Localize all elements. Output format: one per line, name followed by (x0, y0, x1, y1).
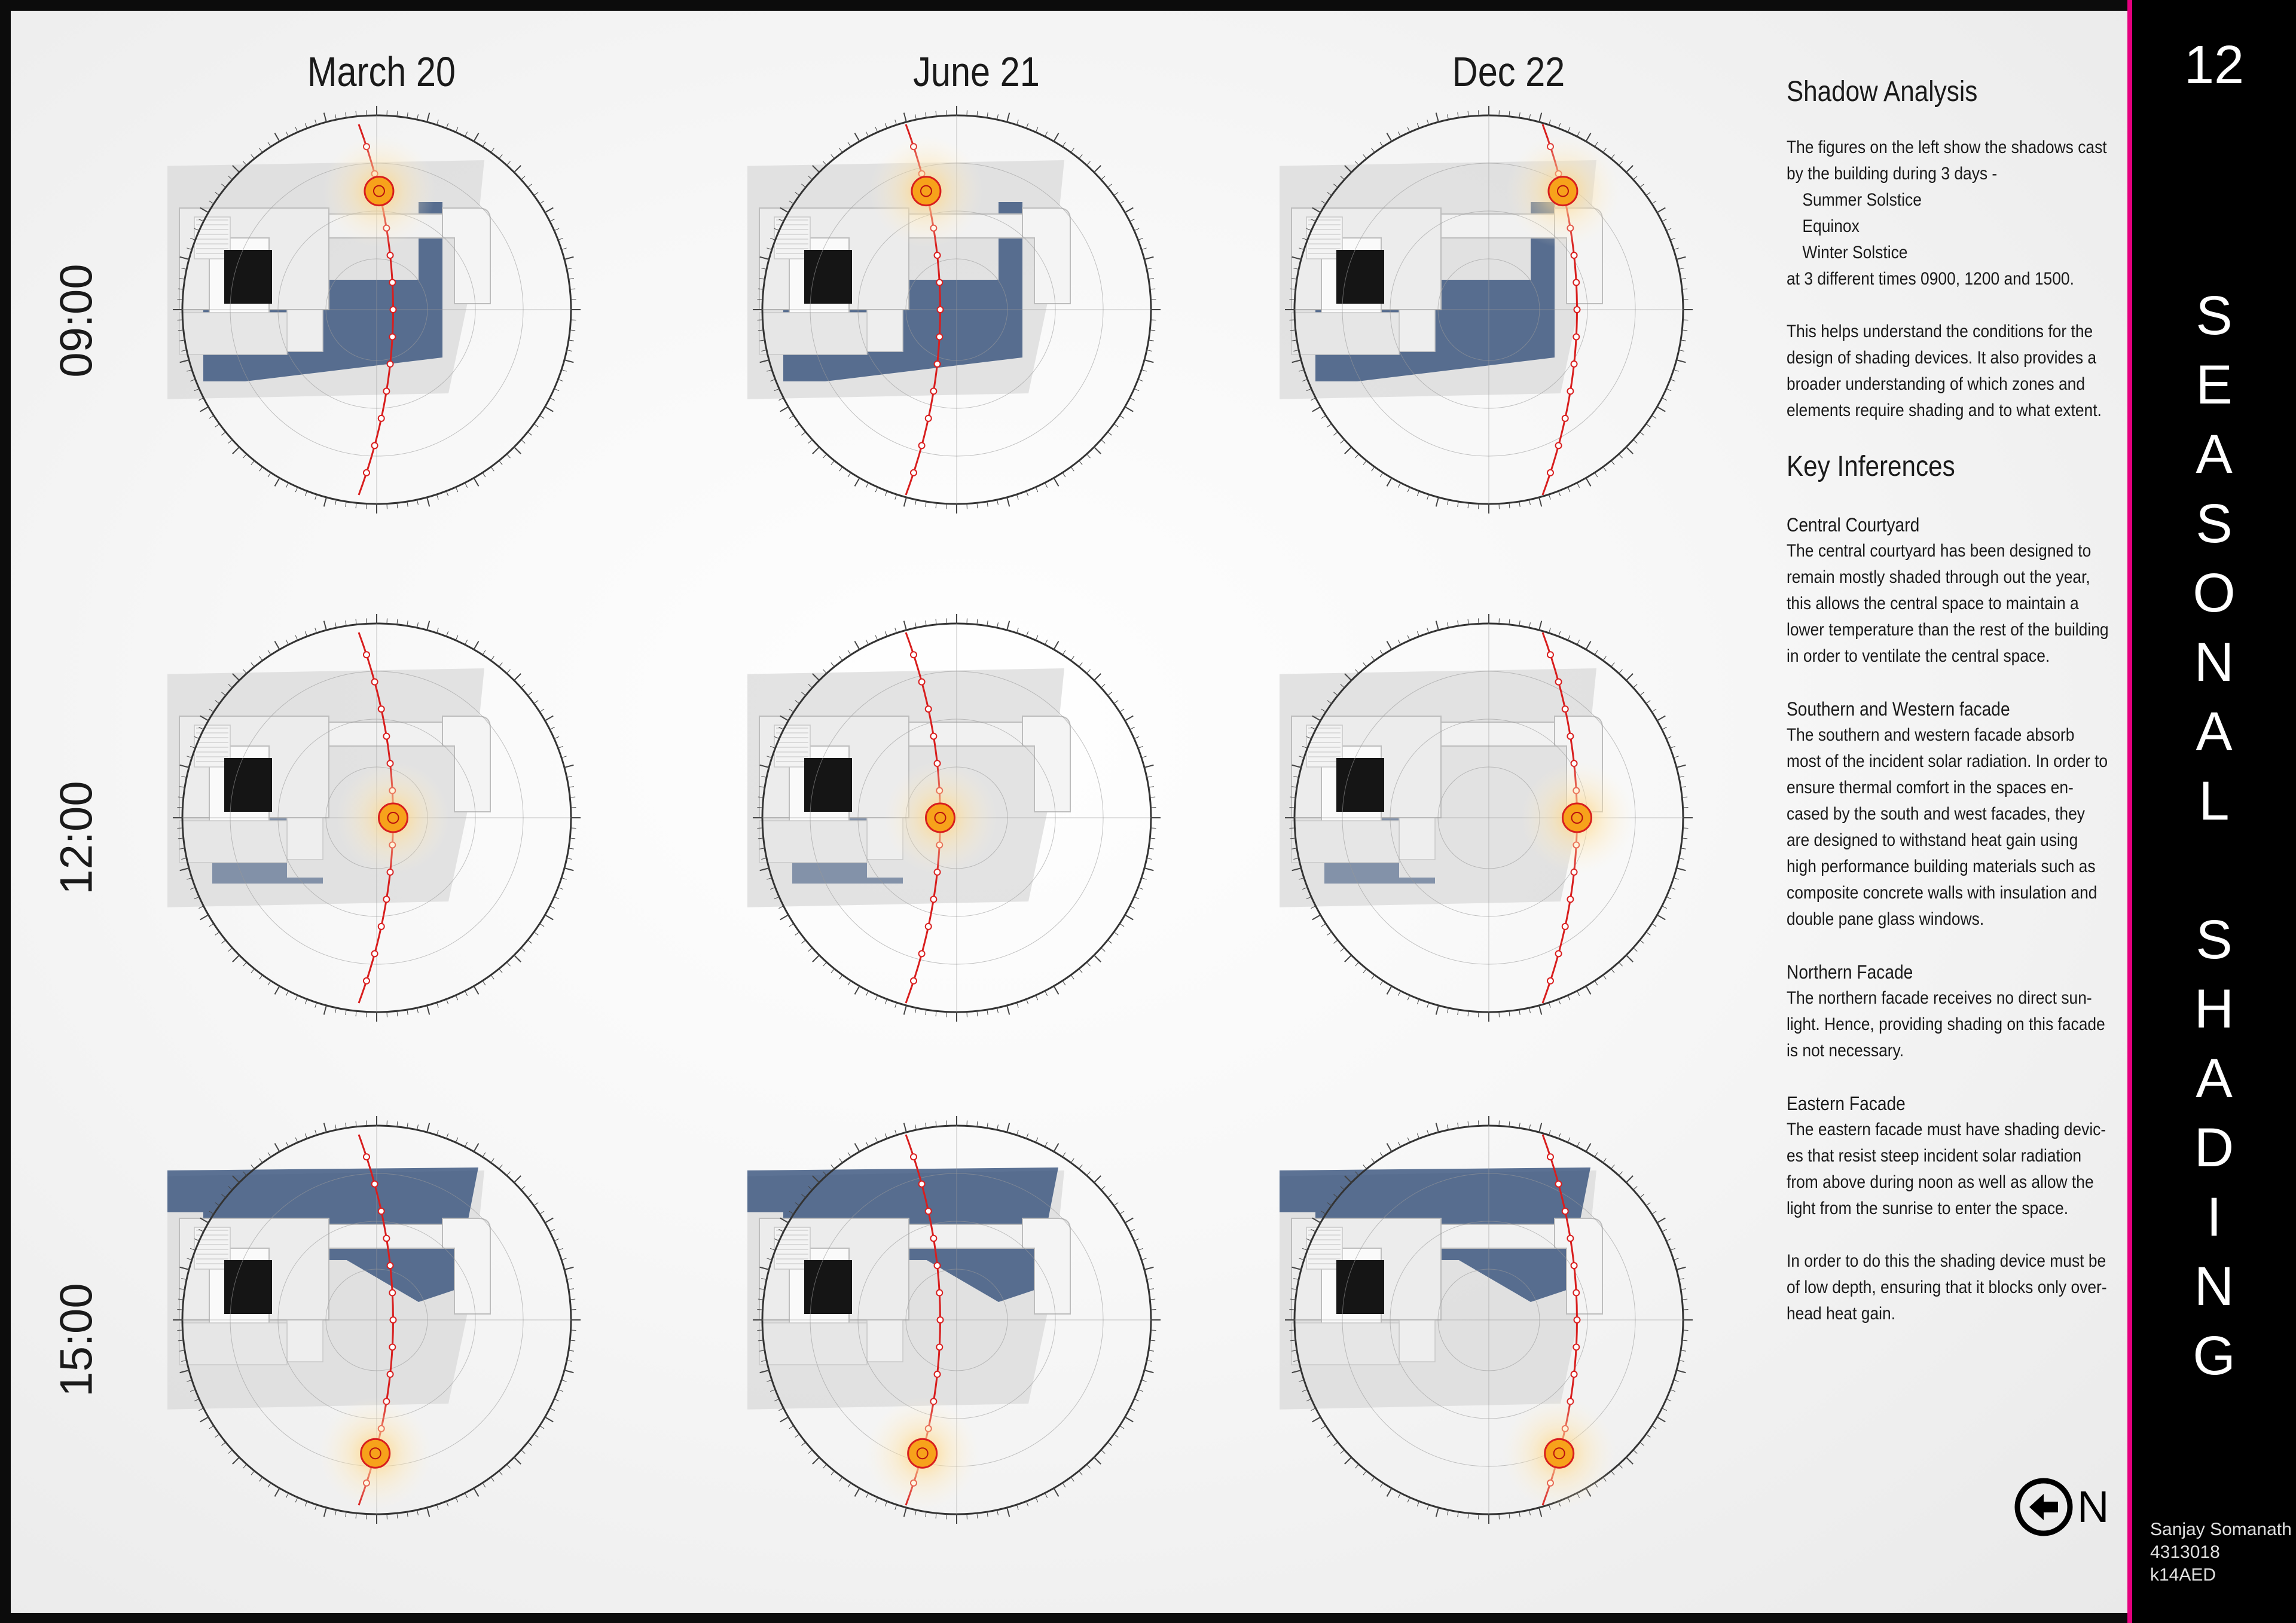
inference-section (1787, 959, 2127, 1064)
hour-marker (1573, 280, 1579, 286)
hour-marker (1562, 706, 1568, 712)
title-letter: A (2196, 1048, 2233, 1109)
hour-marker (919, 1181, 925, 1187)
hour-marker (936, 280, 942, 286)
inference-line: light. Hence, providing shading on this facade (1787, 1014, 2105, 1034)
hour-marker (1573, 1290, 1579, 1296)
title-letter: D (2194, 1117, 2234, 1178)
shadow-diagram (1280, 1111, 1698, 1529)
inference-heading: Eastern Facade (1787, 1093, 1906, 1114)
hour-marker (1571, 252, 1577, 258)
hour-marker (935, 361, 941, 367)
title-letter: N (2194, 632, 2234, 693)
hour-marker (930, 388, 936, 394)
hour-marker (372, 950, 378, 956)
sun-icon (908, 1439, 937, 1468)
sun-icon (1545, 1439, 1574, 1468)
author-id: 4313018 (2150, 1542, 2220, 1562)
inference-line: from above during noon as well as allow the (1787, 1172, 2094, 1192)
hour-marker (930, 1236, 936, 1242)
hour-marker (378, 924, 384, 930)
hour-marker (364, 1154, 370, 1160)
hour-marker (378, 415, 384, 421)
hour-marker (911, 652, 917, 658)
inference-section (1787, 1090, 2127, 1327)
title-letter: N (2194, 1256, 2234, 1317)
inference-line: head heat gain. (1787, 1304, 1896, 1324)
shadow-diagram (167, 609, 586, 1027)
hour-marker (372, 442, 378, 448)
inference-line: are designed to withstand heat gain using (1787, 830, 2078, 850)
purpose-line: broader understanding of which zones and (1787, 374, 2086, 394)
purpose-line: design of shading devices. It also provides a (1787, 348, 2097, 368)
hour-marker (1573, 334, 1579, 340)
column-heading-march: March 20 (307, 48, 456, 95)
hour-marker (1571, 1263, 1577, 1269)
sun-path-diagram (747, 609, 1166, 1027)
hour-marker (387, 361, 393, 367)
shadow-diagram (1280, 100, 1698, 519)
hour-marker (926, 706, 932, 712)
purpose-line: This helps understand the conditions for the (1787, 322, 2093, 341)
sun-icon (379, 803, 408, 832)
hour-marker (911, 1154, 917, 1160)
hour-marker (930, 896, 936, 902)
hour-marker (936, 334, 942, 340)
hour-marker (919, 442, 925, 448)
sheet-title-vertical (2132, 281, 2296, 1390)
inference-line: lower temperature than the rest of the building (1787, 620, 2109, 640)
row-heading-1500: 15:00 (51, 1283, 102, 1397)
north-label: N (2077, 1482, 2109, 1532)
title-letter: G (2193, 1325, 2236, 1386)
inference-line: The eastern facade must have shading devic- (1787, 1120, 2106, 1139)
inference-body (1787, 722, 2127, 933)
row-heading-0900: 09:00 (51, 264, 102, 378)
title-letter: H (2194, 979, 2234, 1040)
inference-section (1787, 696, 2127, 933)
sun-path-diagram (167, 609, 586, 1027)
hour-marker (935, 252, 941, 258)
hour-marker (1574, 1317, 1580, 1323)
title-letter: A (2196, 424, 2233, 485)
hour-marker (938, 307, 944, 313)
sun-path-diagram (1280, 1111, 1698, 1529)
shadow-analysis-purpose (1787, 319, 2127, 424)
sun-path-diagram (1280, 609, 1698, 1027)
inference-line: of low depth, ensuring that it blocks only over- (1787, 1277, 2107, 1297)
inference-line: cased by the south and west facades, they (1787, 804, 2085, 824)
presentation-board (11, 11, 2127, 1613)
author-name: Sanjay Somanath (2150, 1520, 2292, 1539)
hour-marker (383, 1236, 389, 1242)
title-letter: E (2196, 354, 2233, 415)
author-block (2150, 1518, 2292, 1587)
inference-heading: Central Courtyard (1787, 514, 1920, 536)
hour-marker (1556, 679, 1562, 685)
title-letter: L (2199, 771, 2230, 832)
shadow-analysis-intro (1787, 135, 2127, 292)
shadow-diagram (167, 1111, 586, 1529)
inference-body (1787, 1117, 2127, 1327)
hour-marker (1547, 1154, 1553, 1160)
day-winter: Winter Solstice (1802, 243, 1908, 262)
title-letter: S (2196, 909, 2233, 970)
shadow-diagram (747, 609, 1166, 1027)
hour-marker (364, 652, 370, 658)
hour-marker (926, 1208, 932, 1214)
hour-marker (911, 470, 917, 476)
sun-icon (926, 803, 955, 832)
sun-path-diagram (1280, 100, 1698, 519)
title-letter: S (2196, 285, 2233, 346)
inference-heading: Northern Facade (1787, 961, 1913, 983)
hour-marker (935, 1263, 941, 1269)
inference-line: most of the incident solar radiation. In order to (1787, 751, 2108, 771)
hour-marker (390, 307, 396, 313)
hour-marker (936, 1344, 942, 1350)
hour-marker (1567, 896, 1573, 902)
north-compass (2013, 1474, 2114, 1540)
hour-marker (1571, 1371, 1577, 1377)
inference-line: double pane glass windows. (1787, 909, 1984, 929)
hour-marker (935, 1371, 941, 1377)
hour-marker (383, 896, 389, 902)
shadow-analysis-title: Shadow Analysis (1787, 76, 1978, 108)
times-line: at 3 different times 0900, 1200 and 1500. (1787, 269, 2074, 289)
sun-icon (365, 177, 393, 206)
intro-line: The figures on the left show the shadows cast (1787, 137, 2107, 157)
sun-path-diagram (167, 100, 586, 519)
hour-marker (938, 1317, 944, 1323)
accent-divider (2127, 0, 2132, 1623)
purpose-line: elements require shading and to what extent. (1787, 401, 2102, 420)
column-heading-june: June 21 (913, 48, 1040, 95)
hour-marker (364, 978, 370, 984)
hour-marker (1547, 978, 1553, 984)
shadow-diagram (747, 100, 1166, 519)
hour-marker (1573, 1344, 1579, 1350)
inference-line: is not necessary. (1787, 1041, 1904, 1060)
inference-line: In order to do this the shading device must be (1787, 1251, 2106, 1271)
hour-marker (936, 1290, 942, 1296)
hour-marker (1567, 1236, 1573, 1242)
row-heading-1200: 12:00 (51, 781, 102, 895)
hour-marker (389, 1344, 395, 1350)
hour-marker (372, 1181, 378, 1187)
title-letter: O (2193, 563, 2236, 623)
day-equinox: Equinox (1802, 216, 1860, 236)
shadow-diagram (1280, 609, 1698, 1027)
hour-marker (364, 470, 370, 476)
hour-marker (1556, 950, 1562, 956)
inference-line: ensure thermal comfort in the spaces en- (1787, 778, 2074, 797)
inference-line: es that resist steep incident solar radiation (1787, 1146, 2082, 1166)
inference-body (1787, 538, 2127, 670)
hour-marker (387, 1371, 393, 1377)
hour-marker (378, 706, 384, 712)
inference-line: The northern facade receives no direct sun- (1787, 988, 2092, 1008)
hour-marker (383, 388, 389, 394)
text-panel (1787, 75, 2127, 1353)
hour-marker (387, 252, 393, 258)
column-heading-dec: Dec 22 (1452, 48, 1565, 95)
sun-path-diagram (747, 100, 1166, 519)
hour-marker (387, 1263, 393, 1269)
inference-line: in order to ventilate the central space. (1787, 646, 2050, 666)
title-gap (2132, 836, 2296, 905)
hour-marker (930, 733, 936, 739)
inference-line (1787, 1222, 2127, 1248)
inference-line: this allows the central space to maintain a (1787, 594, 2079, 613)
hour-marker (919, 950, 925, 956)
title-letter: I (2206, 1187, 2222, 1248)
hour-marker (1547, 652, 1553, 658)
hour-marker (919, 679, 925, 685)
inference-line: light from the sunrise to enter the space. (1787, 1199, 2069, 1218)
inference-section (1787, 512, 2127, 670)
hour-marker (1562, 1208, 1568, 1214)
hour-marker (390, 1317, 396, 1323)
hour-marker (1571, 361, 1577, 367)
hour-marker (1556, 442, 1562, 448)
hour-marker (1547, 470, 1553, 476)
author-course: k14AED (2150, 1565, 2216, 1585)
hour-marker (1567, 388, 1573, 394)
hour-marker (1562, 415, 1568, 421)
intro-line: by the building during 3 days - (1787, 164, 1998, 184)
hour-marker (378, 1208, 384, 1214)
inference-line: The central courtyard has been designed to (1787, 541, 2092, 561)
inference-line: high performance building materials such as (1787, 857, 2096, 876)
shadow-diagram (167, 100, 586, 519)
hour-marker (1574, 307, 1580, 313)
left-arrow-icon (2029, 1494, 2058, 1520)
hour-marker (389, 280, 395, 286)
inference-line: remain mostly shaded through out the year, (1787, 567, 2090, 587)
hour-marker (926, 924, 932, 930)
inference-heading: Southern and Western facade (1787, 698, 2010, 720)
inference-line: The southern and western facade absorb (1787, 725, 2075, 745)
title-sidebar (2132, 0, 2296, 1623)
hour-marker (1556, 1181, 1562, 1187)
day-summer: Summer Solstice (1802, 190, 1922, 210)
hour-marker (389, 334, 395, 340)
inference-body (1787, 985, 2127, 1064)
hour-marker (1562, 924, 1568, 930)
hour-marker (389, 1290, 395, 1296)
hour-marker (911, 978, 917, 984)
sun-path-diagram (747, 1111, 1166, 1529)
sun-icon (361, 1439, 390, 1468)
hour-marker (926, 415, 932, 421)
inference-line: composite concrete walls with insulation and (1787, 883, 2097, 903)
sun-icon (1549, 177, 1577, 206)
title-letter: S (2196, 493, 2233, 554)
hour-marker (383, 733, 389, 739)
sun-path-diagram (167, 1111, 586, 1529)
key-inferences-title: Key Inferences (1787, 451, 1955, 482)
shadow-diagram (747, 1111, 1166, 1529)
hour-marker (372, 679, 378, 685)
key-inferences-list (1787, 512, 2127, 1327)
title-letter: A (2196, 701, 2233, 762)
hour-marker (1567, 733, 1573, 739)
sun-icon (1563, 803, 1592, 832)
sun-icon (912, 177, 941, 206)
sheet-number: 12 (2184, 35, 2245, 95)
